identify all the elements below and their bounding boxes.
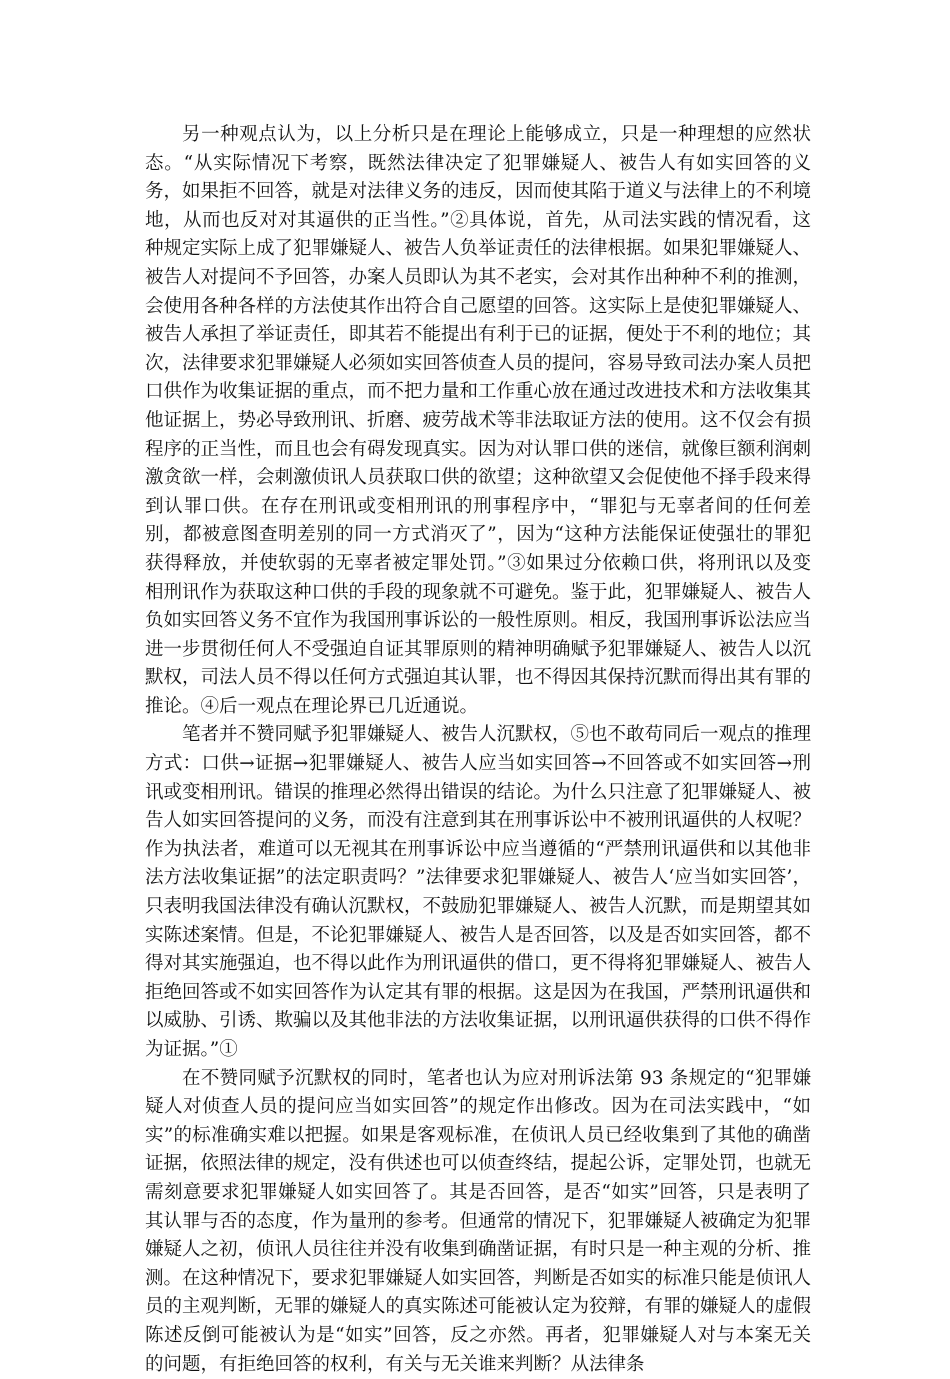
paragraph-2: 笔者并不赞同赋予犯罪嫌疑人、被告人沉默权，⑤也不敢苟同后一观点的推理方式：口供→证据→犯罪嫌疑人、被告人应当如实回答→不回答或不如实回答→刑讯或变相刑讯。错误的推理必然得出错误的结论。为什么只注意了犯罪嫌疑人、被告人如实回答提问的义务，而没有注意到其在刑事诉讼中不被刑讯逼供的人权呢？作为执法者，难道可以无视其在刑事诉讼中应当遵循的“严禁刑讯逼供和以其他非法方法收集证据”的法定职责吗？”法律要求犯罪嫌疑人、被告人‘应当如实回答’，只表明我国法律没有确认沉默权，不鼓励犯罪嫌疑人、被告人沉默，而是期望其如实陈述案情。但是，不论犯罪嫌疑人、被告人是否回答，以及是否如实回答，都不得对其实施强迫，也不得以此作为刑讯逼供的借口，更不得将犯罪嫌疑人、被告人拒绝回答或不如实回答作为认定其有罪的根据。这是因为在我国，严禁刑讯逼供和以威胁、引诱、欺骗以及其他非法的方法收集证据，以刑讯逼供获得的口供不得作为证据。”①	[145, 724, 812, 1060]
document-body	[145, 121, 811, 1379]
paragraph-1: 另一种观点认为，以上分析只是在理论上能够成立，只是一种理想的应然状态。“从实际情况下考察，既然法律决定了犯罪嫌疑人、被告人有如实回答的义务，如果拒不回答，就是对法律义务的违反，因而使其陷于道义与法律上的不利境地，从而也反对对其逼供的正当性。”②具体说，首先，从司法实践的情况看，这种规定实际上成了犯罪嫌疑人、被告人负举证责任的法律根据。如果犯罪嫌疑人、被告人对提问不予回答，办案人员即认为其不老实，会对其作出种种不利的推测，会使用各种各样的方法使其作出符合自己愿望的回答。这实际上是使犯罪嫌疑人、被告人承担了举证责任，即其若不能提出有利于已的证据，便处于不利的地位；其次，法律要求犯罪嫌疑人必须如实回答侦查人员的提问，容易导致司法办案人员把口供作为收集证据的重点，而不把力量和工作重心放在通过改进技术和方法收集其他证据上，势必导致刑讯、折磨、疲劳战术等非法取证方法的使用。这不仅会有损程序的正当性，而且也会有碍发现真实。因为对认罪口供的迷信，就像巨额利润刺激贪欲一样，会刺激侦讯人员获取口供的欲望；这种欲望又会促使他不择手段来得到认罪口供。在存在刑讯或变相刑讯的刑事程序中，“罪犯与无辜者间的任何差别，都被意图查明差别的同一方式消灭了”，因为“这种方法能保证使强壮的罪犯获得释放，并使软弱的无辜者被定罪处罚。”③如果过分依赖口供，将刑讯以及变相刑讯作为获取这种口供的手段的现象就不可避免。鉴于此，犯罪嫌疑人、被告人负如实回答义务不宜作为我国刑事诉讼的一般性原则。相反，我国刑事诉讼法应当进一步贯彻任何人不受强迫自证其罪原则的精神明确赋予犯罪嫌疑人、被告人以沉默权，司法人员不得以任何方式强迫其认罪，也不得因其保持沉默而得出其有罪的推论。④后一观点在理论界已几近通说。	[145, 124, 812, 717]
paragraph-3: 在不赞同赋予沉默权的同时，笔者也认为应对刑诉法第 93 条规定的“犯罪嫌疑人对侦查人员的提问应当如实回答”的规定作出修改。因为在司法实践中，“如实”的标准确实难以把握。如果是客观标准，在侦讯人员已经收集到了其他的确凿证据，依照法律的规定，没有供述也可以侦查终结，提起公诉，定罪处罚，也就无需刻意要求犯罪嫌疑人如实回答了。其是否回答，是否“如实”回答，只是表明了其认罪与否的态度，作为量刑的参考。但通常的情况下，犯罪嫌疑人被确定为犯罪嫌疑人之初，侦讯人员往往并没有收集到确凿证据，有时只是一种主观的分析、推测。在这种情况下，要求犯罪嫌疑人如实回答，判断是否如实的标准只能是侦讯人员的主观判断，无罪的嫌疑人的真实陈述可能被认定为狡辩，有罪的嫌疑人的虚假陈述反倒可能被认为是“如实”回答，反之亦然。再者，犯罪嫌疑人对与本案无关的问题，有拒绝回答的权利，有关与无关谁来判断？从法律条	[145, 1067, 812, 1375]
